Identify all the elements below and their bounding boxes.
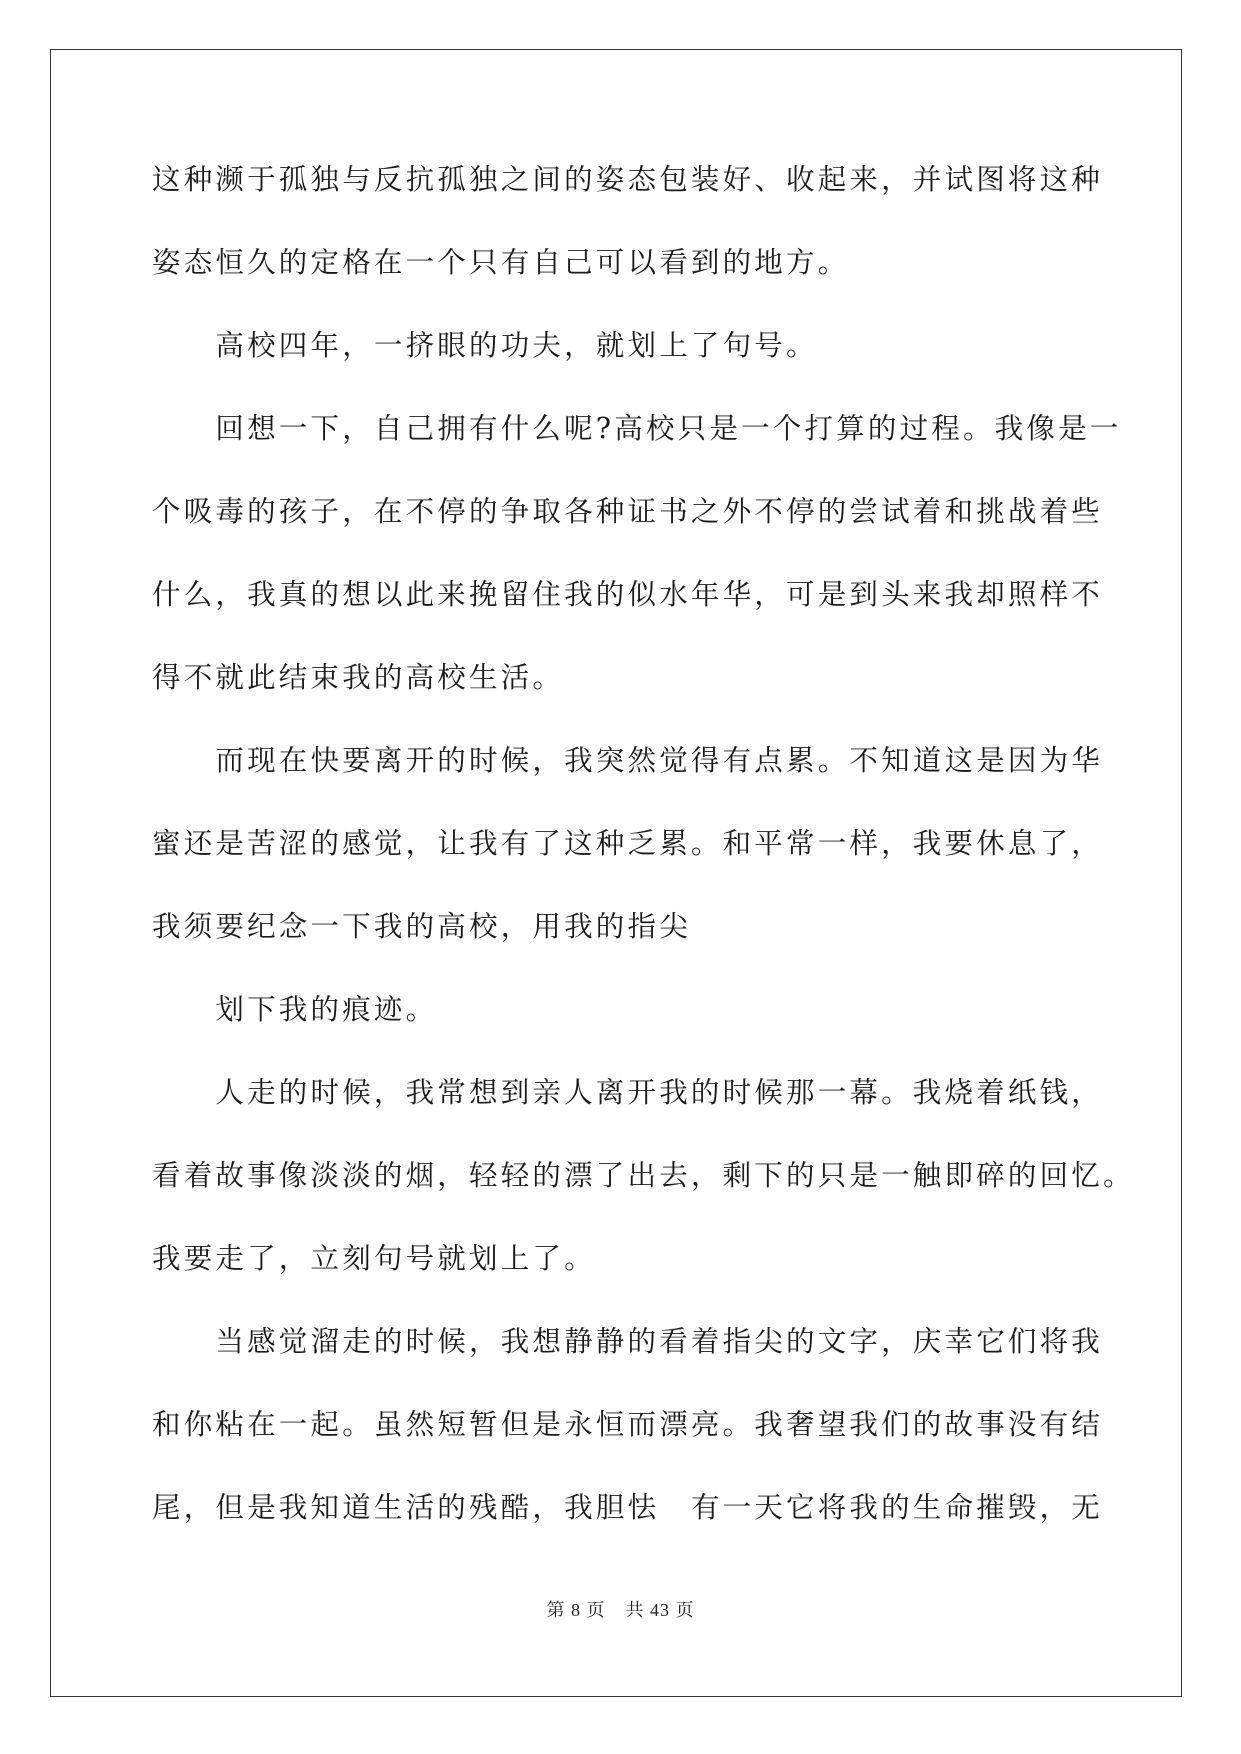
text-line: 而现在快要离开的时候，我突然觉得有点累。不知道这是因为华 <box>152 744 1104 777</box>
text-line: 高校四年，一挤眼的功夫，就划上了句号。 <box>152 329 818 362</box>
text-line: 什么，我真的想以此来挽留住我的似水年华，可是到头来我却照样不 <box>152 578 1104 611</box>
text-line: 我须要纪念一下我的高校，用我的指尖 <box>152 910 691 943</box>
page-number: 第 8 页 <box>546 1600 606 1620</box>
text-line: 回想一下，自己拥有什么呢?高校只是一个打算的过程。我像是一 <box>152 412 1122 445</box>
text-line: 人走的时候，我常想到亲人离开我的时候那一幕。我烧着纸钱， <box>152 1076 1104 1109</box>
text-line: 尾，但是我知道生活的残酷，我胆怯 有一天它将我的生命摧毁，无 <box>152 1491 1104 1524</box>
text-line: 个吸毒的孩子，在不停的争取各种证书之外不停的尝试着和挑战着些 <box>152 495 1104 528</box>
text-line: 蜜还是苦涩的感觉，让我有了这种乏累。和平常一样，我要休息了， <box>152 827 1104 860</box>
text-line: 我要走了，立刻句号就划上了。 <box>152 1242 596 1275</box>
page-footer <box>0 1596 1241 1622</box>
text-line: 划下我的痕迹。 <box>152 993 438 1026</box>
total-pages: 共 43 页 <box>625 1600 695 1620</box>
text-line: 得不就此结束我的高校生活。 <box>152 661 565 694</box>
text-line: 看着故事像淡淡的烟，轻轻的漂了出去，剩下的只是一触即碎的回忆。 <box>152 1159 1135 1192</box>
text-line: 当感觉溜走的时候，我想静静的看着指尖的文字，庆幸它们将我 <box>152 1325 1104 1358</box>
text-line: 姿态恒久的定格在一个只有自己可以看到的地方。 <box>152 246 850 279</box>
page-border <box>50 49 1182 1697</box>
text-line: 这种濒于孤独与反抗孤独之间的姿态包装好、收起来，并试图将这种 <box>152 163 1104 196</box>
text-line: 和你粘在一起。虽然短暂但是永恒而漂亮。我奢望我们的故事没有结 <box>152 1408 1104 1441</box>
